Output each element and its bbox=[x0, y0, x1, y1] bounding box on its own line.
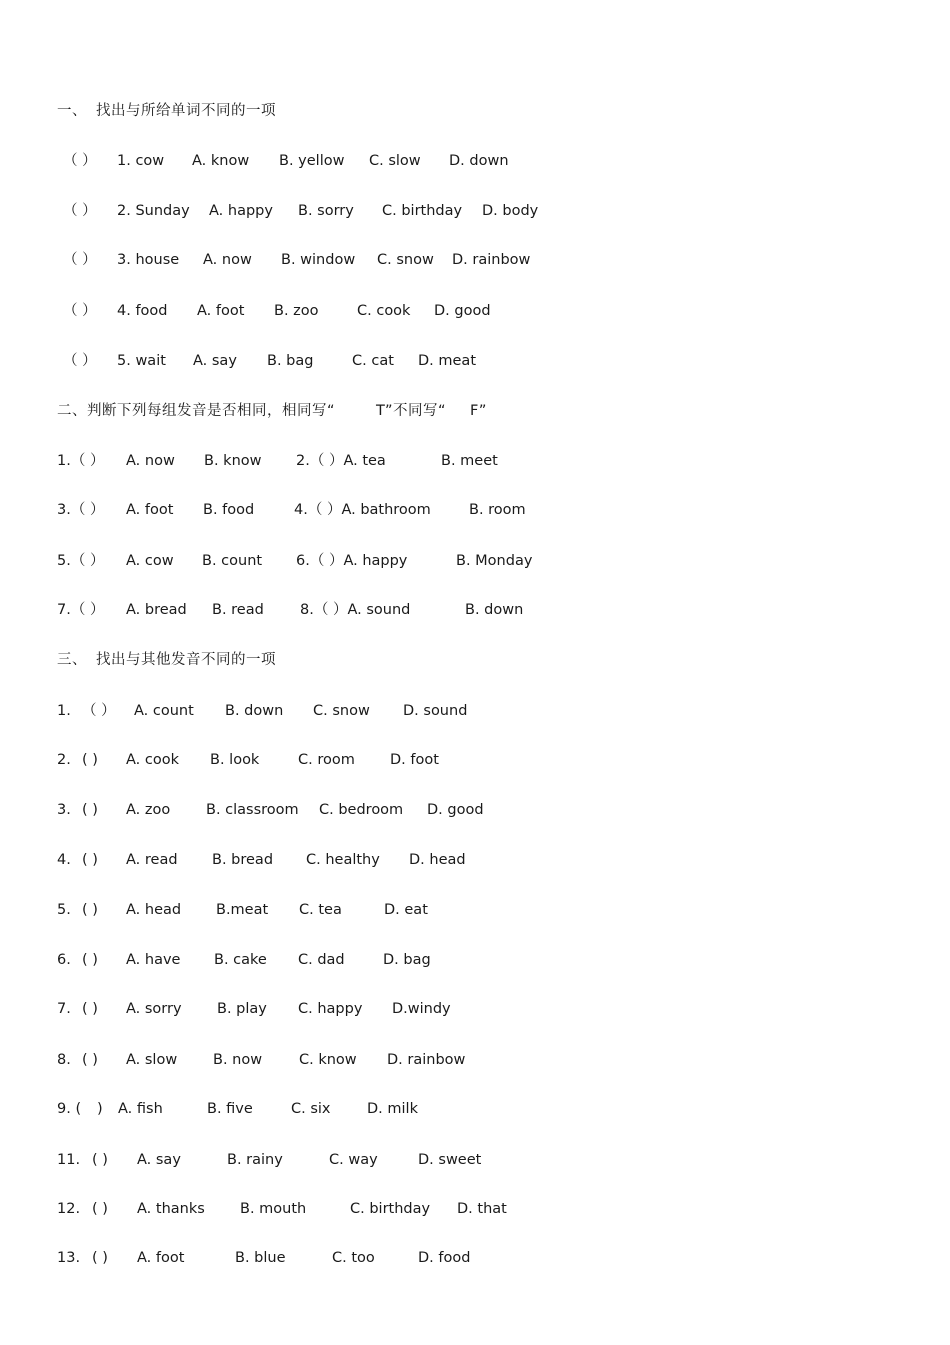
option-b: B. bread bbox=[212, 852, 274, 868]
option-b: B. down bbox=[225, 703, 284, 719]
option-b: B. meet bbox=[441, 453, 498, 469]
option-b: B. classroom bbox=[206, 802, 299, 818]
answer-blank[interactable]: ( ) bbox=[82, 852, 98, 868]
option-c: C. cook bbox=[357, 303, 411, 319]
option-b: B. play bbox=[217, 1001, 267, 1017]
question-number-blank[interactable]: 4.（ ）A. bathroom bbox=[294, 502, 431, 518]
section-number: 一、 bbox=[57, 103, 87, 119]
question-number: 3. bbox=[57, 802, 71, 818]
question-number-blank[interactable]: 2.（ ）A. tea bbox=[296, 453, 386, 469]
option-d: D. good bbox=[434, 303, 491, 319]
option-b: B. room bbox=[469, 502, 526, 518]
question-number-blank[interactable]: 8.（ ）A. sound bbox=[300, 602, 411, 618]
answer-blank[interactable]: ( ) bbox=[92, 1152, 108, 1168]
option-c: C. way bbox=[329, 1152, 378, 1168]
option-c: C. healthy bbox=[306, 852, 380, 868]
question-number-blank[interactable]: 5.（ ） bbox=[57, 553, 105, 569]
option-d: D. meat bbox=[418, 353, 476, 369]
option-a: A. head bbox=[126, 902, 182, 918]
question-number: 13. bbox=[57, 1250, 81, 1266]
section-title-true-mark: T”不同写“ bbox=[376, 403, 447, 419]
option-a: A. thanks bbox=[137, 1201, 205, 1217]
option-d: D. milk bbox=[367, 1101, 418, 1117]
option-c: C. room bbox=[298, 752, 355, 768]
answer-blank[interactable]: ( ) bbox=[82, 952, 98, 968]
option-b: B. food bbox=[203, 502, 255, 518]
option-a: A. sorry bbox=[126, 1001, 182, 1017]
option-d: D. good bbox=[427, 802, 484, 818]
option-c: C. birthday bbox=[382, 203, 463, 219]
option-c: C. know bbox=[299, 1052, 357, 1068]
option-a: A. read bbox=[126, 852, 178, 868]
option-a: A. fish bbox=[118, 1101, 163, 1117]
question-number: 9. ( bbox=[57, 1101, 82, 1117]
question-number-blank[interactable]: 1.（ ） bbox=[57, 453, 105, 469]
option-a: A. bread bbox=[126, 602, 187, 618]
question-number-blank[interactable]: 7.（ ） bbox=[57, 602, 105, 618]
option-b: B. look bbox=[210, 752, 260, 768]
question-word: 1. cow bbox=[117, 153, 165, 169]
answer-blank[interactable]: （ ） bbox=[63, 203, 97, 219]
option-c: C. cat bbox=[352, 353, 394, 369]
answer-blank[interactable]: ( ) bbox=[92, 1201, 108, 1217]
option-d: D. body bbox=[482, 203, 539, 219]
answer-blank[interactable]: ( ) bbox=[92, 1250, 108, 1266]
option-b: B. bag bbox=[267, 353, 314, 369]
option-a: A. have bbox=[126, 952, 181, 968]
option-b: B. sorry bbox=[298, 203, 354, 219]
answer-blank[interactable]: ( ) bbox=[82, 752, 98, 768]
question-number: 2. bbox=[57, 752, 71, 768]
option-c: C. six bbox=[291, 1101, 331, 1117]
section-title-false-mark: F” bbox=[470, 403, 487, 419]
option-b: B. now bbox=[213, 1052, 263, 1068]
option-d: D. down bbox=[449, 153, 509, 169]
option-d: D. food bbox=[418, 1250, 471, 1266]
question-word: 5. wait bbox=[117, 353, 166, 369]
option-d: D. foot bbox=[390, 752, 439, 768]
option-c: C. dad bbox=[298, 952, 345, 968]
question-number: 6. bbox=[57, 952, 71, 968]
option-b: B. know bbox=[204, 453, 262, 469]
option-c: C. tea bbox=[299, 902, 342, 918]
option-a: A. now bbox=[126, 453, 175, 469]
answer-blank[interactable]: ) bbox=[97, 1101, 103, 1117]
option-d: D. bag bbox=[383, 952, 431, 968]
question-word: 3. house bbox=[117, 252, 180, 268]
question-number: 1. bbox=[57, 703, 71, 719]
question-number: 4. bbox=[57, 852, 71, 868]
option-a: A. say bbox=[137, 1152, 181, 1168]
question-number: 12. bbox=[57, 1201, 81, 1217]
answer-blank[interactable]: ( ) bbox=[82, 1052, 98, 1068]
option-a: A. cow bbox=[126, 553, 174, 569]
option-a: A. count bbox=[134, 703, 194, 719]
section-number: 三、 bbox=[57, 652, 87, 668]
option-d: D. sweet bbox=[418, 1152, 482, 1168]
question-number: 5. bbox=[57, 902, 71, 918]
question-word: 4. food bbox=[117, 303, 168, 319]
option-b: B. blue bbox=[235, 1250, 286, 1266]
option-b: B. window bbox=[281, 252, 356, 268]
option-b: B. Monday bbox=[456, 553, 533, 569]
option-c: C. bedroom bbox=[319, 802, 404, 818]
option-a: A. zoo bbox=[126, 802, 171, 818]
option-a: A. slow bbox=[126, 1052, 178, 1068]
option-a: A. say bbox=[193, 353, 237, 369]
option-d: D. sound bbox=[403, 703, 468, 719]
option-a: A. foot bbox=[137, 1250, 185, 1266]
option-b: B. down bbox=[465, 602, 524, 618]
option-a: A. know bbox=[192, 153, 250, 169]
option-c: C. too bbox=[332, 1250, 375, 1266]
option-b: B. cake bbox=[214, 952, 267, 968]
answer-blank[interactable]: ( ) bbox=[82, 902, 98, 918]
option-b: B. five bbox=[207, 1101, 253, 1117]
option-b: B. yellow bbox=[279, 153, 345, 169]
answer-blank[interactable]: ( ) bbox=[82, 1001, 98, 1017]
answer-blank[interactable]: ( ) bbox=[82, 802, 98, 818]
question-number: 8. bbox=[57, 1052, 71, 1068]
question-number: 7. bbox=[57, 1001, 71, 1017]
question-number: 11. bbox=[57, 1152, 81, 1168]
section-title: 找出与所给单词不同的一项 bbox=[96, 103, 276, 119]
answer-blank[interactable]: （ ） bbox=[63, 353, 97, 369]
option-a: A. cook bbox=[126, 752, 179, 768]
option-b: B. count bbox=[202, 553, 263, 569]
option-d: D. that bbox=[457, 1201, 507, 1217]
option-c: C. happy bbox=[298, 1001, 363, 1017]
option-b: B. zoo bbox=[274, 303, 319, 319]
answer-blank[interactable]: （ ） bbox=[63, 303, 97, 319]
option-b: B.meat bbox=[216, 902, 269, 918]
option-a: A. happy bbox=[209, 203, 273, 219]
option-b: B. read bbox=[212, 602, 264, 618]
option-c: C. birthday bbox=[350, 1201, 431, 1217]
option-a: A. foot bbox=[126, 502, 174, 518]
question-number-blank[interactable]: 6.（ ）A. happy bbox=[296, 553, 408, 569]
option-b: B. rainy bbox=[227, 1152, 283, 1168]
option-b: B. mouth bbox=[240, 1201, 307, 1217]
option-c: C. snow bbox=[377, 252, 434, 268]
question-word: 2. Sunday bbox=[117, 203, 190, 219]
answer-blank[interactable]: （ ） bbox=[63, 252, 97, 268]
option-d: D.windy bbox=[392, 1001, 451, 1017]
question-number-blank[interactable]: 3.（ ） bbox=[57, 502, 105, 518]
section-title: 二、判断下列每组发音是否相同，相同写“ bbox=[57, 403, 336, 419]
answer-blank[interactable]: （ ） bbox=[63, 153, 97, 169]
option-a: A. now bbox=[203, 252, 252, 268]
section-title: 找出与其他发音不同的一项 bbox=[96, 652, 276, 668]
answer-blank[interactable]: （ ） bbox=[82, 703, 116, 719]
option-d: D. rainbow bbox=[452, 252, 531, 268]
option-d: D. eat bbox=[384, 902, 428, 918]
option-d: D. head bbox=[409, 852, 466, 868]
option-c: C. slow bbox=[369, 153, 421, 169]
option-a: A. foot bbox=[197, 303, 245, 319]
option-c: C. snow bbox=[313, 703, 370, 719]
option-d: D. rainbow bbox=[387, 1052, 466, 1068]
